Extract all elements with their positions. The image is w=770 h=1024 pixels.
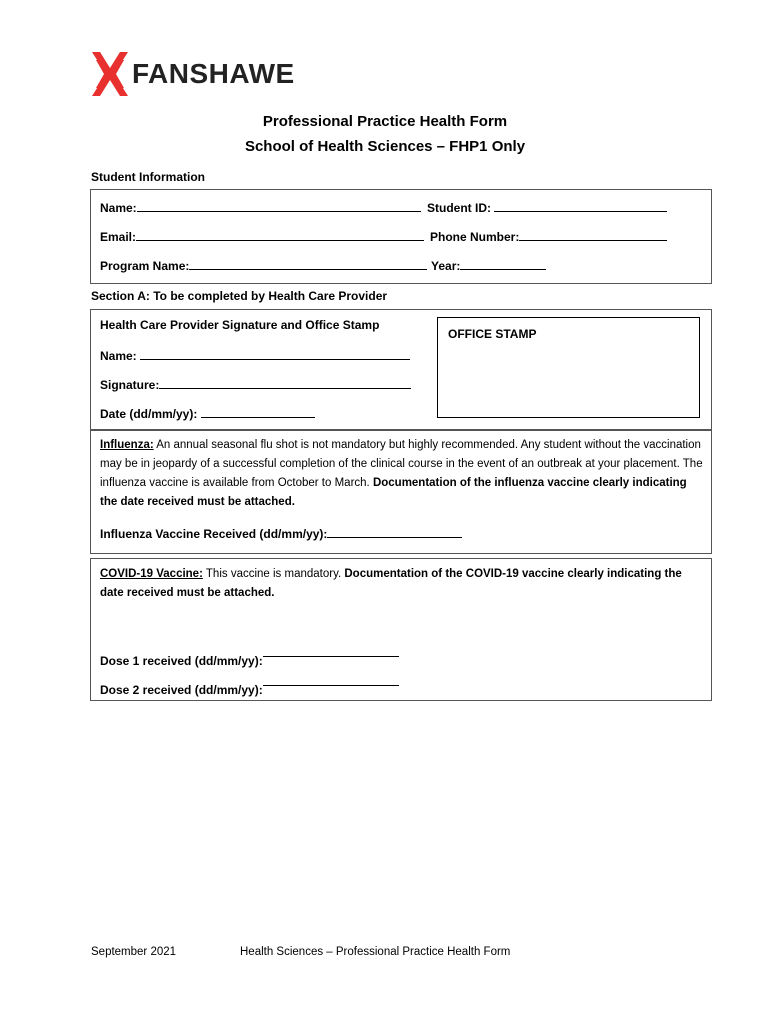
year-input-line[interactable] bbox=[460, 257, 546, 270]
logo-text: FANSHAWE bbox=[132, 58, 295, 89]
provider-signature-input-line[interactable] bbox=[159, 376, 411, 389]
provider-box bbox=[90, 309, 712, 430]
provider-name-label: Name: bbox=[100, 349, 137, 363]
influenza-text: An annual seasonal flu shot is not mandatory but highly recommended. Any student without the vaccination may be in jeopardy of a successful completion of the clinical course in the event of an outbreak at your placement. The influenza vaccine is available from October to March. bbox=[100, 439, 703, 489]
student-id-label: Student ID: bbox=[427, 201, 491, 215]
provider-signature-label: Signature: bbox=[100, 378, 160, 392]
phone-field[interactable] bbox=[430, 228, 667, 244]
influenza-received-input-line[interactable] bbox=[327, 525, 462, 538]
covid-title: COVID-19 Vaccine: bbox=[100, 568, 203, 580]
form-title: Professional Practice Health Form bbox=[262, 113, 508, 130]
fanshawe-logo-icon bbox=[90, 48, 130, 104]
student-info-heading: Student Information bbox=[91, 170, 205, 184]
dose1-label: Dose 1 received (dd/mm/yy): bbox=[100, 654, 263, 668]
email-label: Email: bbox=[100, 230, 137, 244]
influenza-box bbox=[90, 430, 712, 554]
covid-documentation-text: Documentation of the COVID-19 vaccine clearly indicating the date received must be attached. bbox=[100, 568, 682, 599]
name-field[interactable] bbox=[100, 199, 421, 215]
provider-date-input-line[interactable] bbox=[201, 405, 315, 418]
email-input-line[interactable] bbox=[136, 228, 424, 241]
dose1-field[interactable] bbox=[100, 644, 399, 668]
provider-name-field[interactable] bbox=[100, 347, 410, 363]
name-label: Name: bbox=[100, 201, 137, 215]
form-subtitle: School of Health Sciences – FHP1 Only bbox=[244, 138, 526, 155]
program-label: Program Name: bbox=[100, 259, 190, 273]
dose2-input-line[interactable] bbox=[263, 673, 399, 686]
email-field[interactable] bbox=[100, 228, 424, 244]
footer-form-name: Health Sciences – Professional Practice Health Form bbox=[240, 946, 511, 958]
dose2-label: Dose 2 received (dd/mm/yy): bbox=[100, 683, 263, 697]
footer-date: September 2021 bbox=[91, 946, 177, 958]
provider-date-label: Date (dd/mm/yy): bbox=[100, 407, 198, 421]
office-stamp-box[interactable] bbox=[437, 317, 700, 418]
covid-box bbox=[90, 558, 712, 701]
influenza-received-label: Influenza Vaccine Received (dd/mm/yy): bbox=[100, 527, 328, 541]
section-a-heading: Section A: To be completed by Health Care Provider bbox=[91, 289, 388, 303]
year-label: Year: bbox=[431, 259, 461, 273]
provider-signature-field[interactable] bbox=[100, 376, 411, 392]
phone-input-line[interactable] bbox=[519, 228, 667, 241]
year-field[interactable] bbox=[431, 257, 546, 273]
influenza-received-field[interactable] bbox=[100, 525, 462, 541]
influenza-title: Influenza: bbox=[100, 439, 154, 451]
phone-label: Phone Number: bbox=[430, 230, 520, 244]
provider-name-input-line[interactable] bbox=[140, 347, 410, 360]
student-id-field[interactable] bbox=[427, 199, 667, 215]
provider-signature-heading: Health Care Provider Signature and Office Stamp bbox=[100, 318, 380, 332]
dose1-input-line[interactable] bbox=[263, 644, 399, 657]
covid-paragraph bbox=[100, 565, 706, 603]
name-input-line[interactable] bbox=[137, 199, 421, 212]
program-input-line[interactable] bbox=[189, 257, 427, 270]
provider-date-field[interactable] bbox=[100, 405, 315, 421]
office-stamp-label: OFFICE STAMP bbox=[448, 327, 537, 341]
student-id-input-line[interactable] bbox=[494, 199, 667, 212]
influenza-documentation-text: Documentation of the influenza vaccine clearly indicating the date received must be attached. bbox=[100, 477, 687, 508]
covid-text: This vaccine is mandatory. bbox=[202, 568, 345, 580]
program-field[interactable] bbox=[100, 257, 427, 273]
student-info-box bbox=[90, 189, 712, 284]
dose2-field[interactable] bbox=[100, 673, 399, 697]
influenza-paragraph bbox=[100, 436, 706, 512]
